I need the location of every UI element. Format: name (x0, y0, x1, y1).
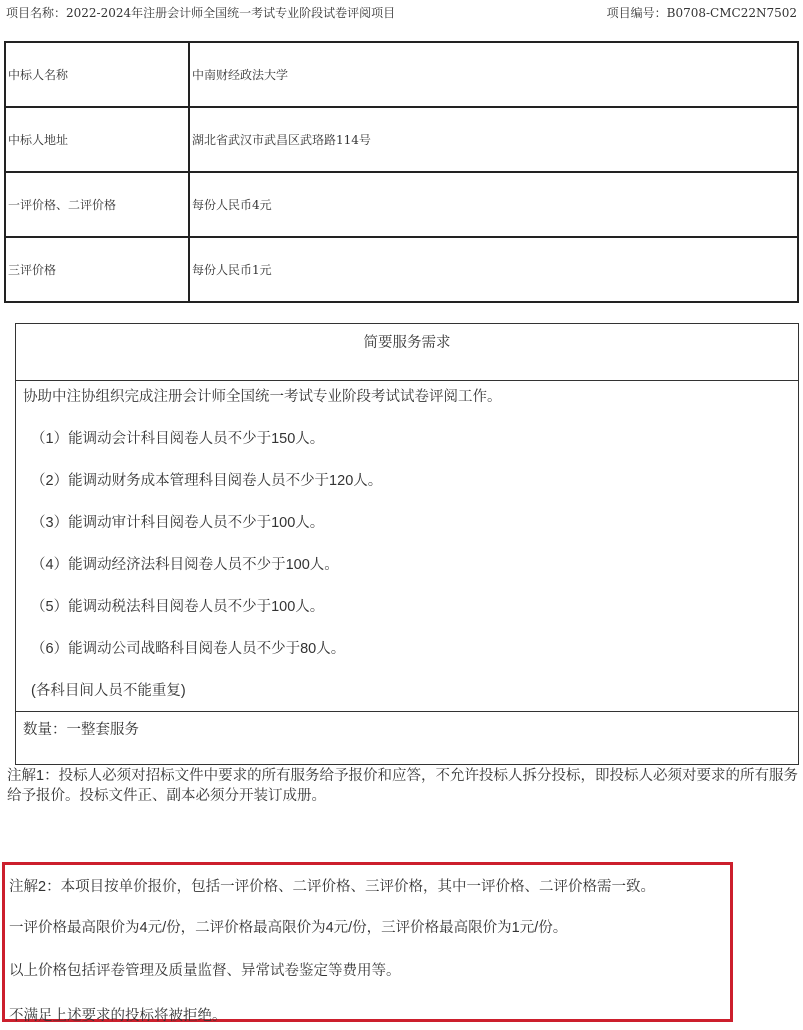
table-row (5, 237, 798, 302)
list-item: （5）能调动税法科目阅卷人员不少于100人。 (31, 599, 325, 615)
list-item: （4）能调动经济法科目阅卷人员不少于100人。 (31, 557, 339, 573)
service-requirements-table (15, 323, 799, 765)
table-row (5, 42, 798, 107)
project-name: 项目名称：2022-2024年注册会计师全国统一考试专业阶段试卷评阅项目 (6, 6, 396, 20)
row-value: 每份人民币1元 (189, 237, 798, 302)
row-value: 中南财经政法大学 (189, 42, 798, 107)
list-item: （6）能调动公司战略科目阅卷人员不少于80人。 (31, 641, 346, 657)
list-item: （2）能调动财务成本管理科目阅卷人员不少于120人。 (31, 473, 383, 489)
list-item: （1）能调动会计科目阅卷人员不少于150人。 (31, 431, 325, 447)
section-title: 简要服务需求 (16, 324, 799, 381)
table-row (5, 107, 798, 172)
note-1: 注解1：投标人必须对招标文件中要求的所有服务给予报价和应答，不允许投标人拆分投标，即投标人必须对要求的所有服务给予报价。投标文件正、副本必须分开装订成册。 (7, 768, 799, 804)
row-label: 三评价格 (5, 237, 189, 302)
list-item-note: (各科目间人员不能重复) (31, 683, 186, 699)
row-label: 中标人名称 (5, 42, 189, 107)
quantity: 数量：一整套服务 (16, 712, 799, 765)
requirements-body (16, 381, 799, 712)
table-row (5, 172, 798, 237)
requirements-intro: 协助中注协组织完成注册会计师全国统一考试专业阶段考试试卷评阅工作。 (23, 389, 502, 405)
note-2-highlight-box (2, 862, 733, 1022)
list-item: （3）能调动审计科目阅卷人员不少于100人。 (31, 515, 325, 531)
row-value: 每份人民币4元 (189, 172, 798, 237)
note-2-line: 以上价格包括评卷管理及质量监督、异常试卷鉴定等费用等。 (9, 963, 401, 979)
document-header (6, 4, 797, 22)
note-2-line: 不满足上述要求的投标将被拒绝。 (9, 1008, 227, 1024)
row-value: 湖北省武汉市武昌区武珞路114号 (189, 107, 798, 172)
row-label: 一评价格、二评价格 (5, 172, 189, 237)
project-number: 项目编号：B0708-CMC22N7502 (606, 6, 797, 20)
award-info-table (4, 41, 799, 303)
note-2-line: 一评价格最高限价为4元/份，二评价格最高限价为4元/份，三评价格最高限价为1元/份。 (9, 920, 568, 936)
note-2-line: 注解2：本项目按单价报价，包括一评价格、二评价格、三评价格，其中一评价格、二评价格需一致。 (9, 879, 656, 895)
row-label: 中标人地址 (5, 107, 189, 172)
